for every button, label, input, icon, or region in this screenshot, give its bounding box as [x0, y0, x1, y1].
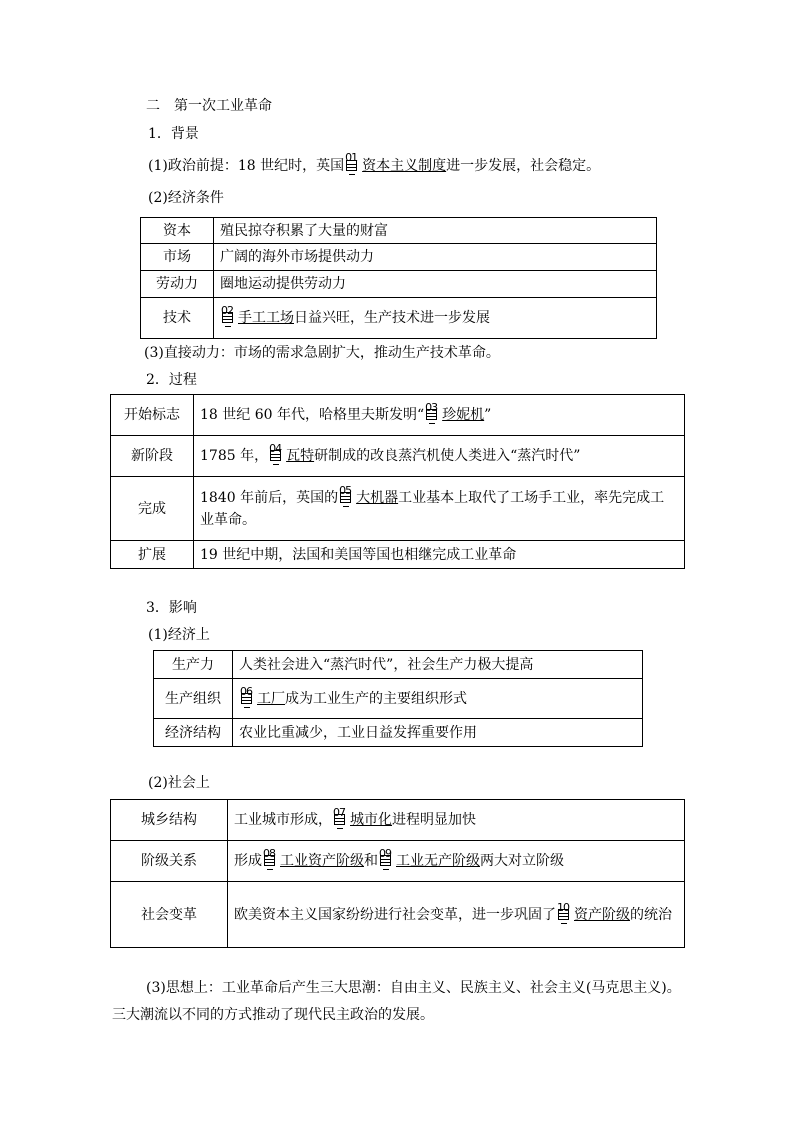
table-row — [154, 719, 643, 747]
economic-conditions-heading: (2)经济条件 — [148, 190, 224, 206]
row-text: 人类社会进入“蒸汽时代”，社会生产力极大提高 — [233, 651, 643, 679]
table-row — [111, 882, 685, 948]
background-heading: 1．背景 — [148, 126, 199, 142]
economic-impact-heading: (1)经济上 — [148, 627, 210, 643]
row-text: 农业比重减少，工业日益发挥重要作用 — [233, 719, 643, 747]
process-heading: 2．过程 — [146, 372, 197, 388]
blank-marker-icon: 01 — [344, 157, 361, 173]
blank-marker-icon: 06 — [239, 690, 256, 706]
table-row — [111, 841, 685, 882]
row-label: 技术 — [141, 298, 214, 339]
blank-marker-icon: 04 — [268, 447, 285, 463]
row-label: 扩展 — [111, 541, 194, 569]
row-text: 圈地运动提供劳动力 — [214, 271, 657, 298]
row-label: 城乡结构 — [111, 800, 228, 841]
row-text: 06 工厂成为工业生产的主要组织形式 — [233, 679, 643, 719]
row-text: 广阔的海外市场提供动力 — [214, 244, 657, 271]
direct-motivation: (3)直接动力：市场的需求急剧扩大，推动生产技术革命。 — [144, 345, 500, 361]
table-row — [111, 436, 685, 477]
row-label: 新阶段 — [111, 436, 194, 477]
row-text: 1840 年前后，英国的 05 大机器工业基本上取代了工场手工业，率先完成工业革命。 — [194, 477, 685, 541]
blank-marker-icon: 07 — [332, 811, 349, 827]
row-label: 劳动力 — [141, 271, 214, 298]
blank-marker-icon: 08 — [262, 852, 279, 868]
row-label: 生产力 — [154, 651, 233, 679]
blank-marker-icon: 02 — [220, 309, 237, 325]
row-text: 形成 08 工业资产阶级和 09 工业无产阶级两大对立阶级 — [228, 841, 685, 882]
row-text: 18 世纪 60 年代，哈格里夫斯发明“ 03 珍妮机” — [194, 395, 685, 436]
row-text: 1785 年， 04 瓦特研制成的改良蒸汽机使人类进入“蒸汽时代” — [194, 436, 685, 477]
table-row — [111, 800, 685, 841]
section-title: 二 第一次工业革命 — [146, 98, 272, 114]
blank-marker-icon: 10 — [556, 906, 573, 922]
table-row — [111, 395, 685, 436]
social-impact-heading: (2)社会上 — [148, 775, 210, 791]
table-row — [111, 541, 685, 569]
row-label: 完成 — [111, 477, 194, 541]
row-label: 资本 — [141, 218, 214, 244]
economic-impact-table — [153, 650, 643, 747]
row-text: 19 世纪中期，法国和美国等国也相继完成工业革命 — [194, 541, 685, 569]
table-row — [141, 298, 657, 339]
row-label: 开始标志 — [111, 395, 194, 436]
row-label: 经济结构 — [154, 719, 233, 747]
table-row — [141, 244, 657, 271]
political-premise: (1)政治前提：18 世纪时，英国 01 资本主义制度进一步发展，社会稳定。 — [148, 151, 601, 174]
row-label: 社会变革 — [111, 882, 228, 948]
table-row — [154, 651, 643, 679]
process-table — [110, 394, 685, 569]
table-row — [141, 218, 657, 244]
row-text: 欧美资本主义国家纷纷进行社会变革，进一步巩固了 10 资产阶级的统治 — [228, 882, 685, 948]
row-label: 生产组织 — [154, 679, 233, 719]
row-text: 工业城市形成， 07 城市化进程明显加快 — [228, 800, 685, 841]
row-label: 市场 — [141, 244, 214, 271]
economic-conditions-table — [140, 217, 657, 339]
table-row — [141, 271, 657, 298]
blank-marker-icon: 05 — [338, 489, 355, 505]
row-text: 殖民掠夺积累了大量的财富 — [214, 218, 657, 244]
impact-heading: 3．影响 — [146, 600, 197, 616]
blank-marker-icon: 03 — [424, 406, 441, 422]
row-label: 阶级关系 — [111, 841, 228, 882]
row-text: 02 手工工场日益兴旺，生产技术进一步发展 — [214, 298, 657, 339]
thought-impact-paragraph: (3)思想上：工业革命后产生三大思潮：自由主义、民族主义、社会主义(马克思主义)。三大潮流以不同的方式推动了现代民主政治的发展。 — [112, 980, 681, 1023]
table-row — [154, 679, 643, 719]
table-row — [111, 477, 685, 541]
blank-marker-icon: 09 — [378, 852, 395, 868]
social-impact-table — [110, 799, 685, 948]
